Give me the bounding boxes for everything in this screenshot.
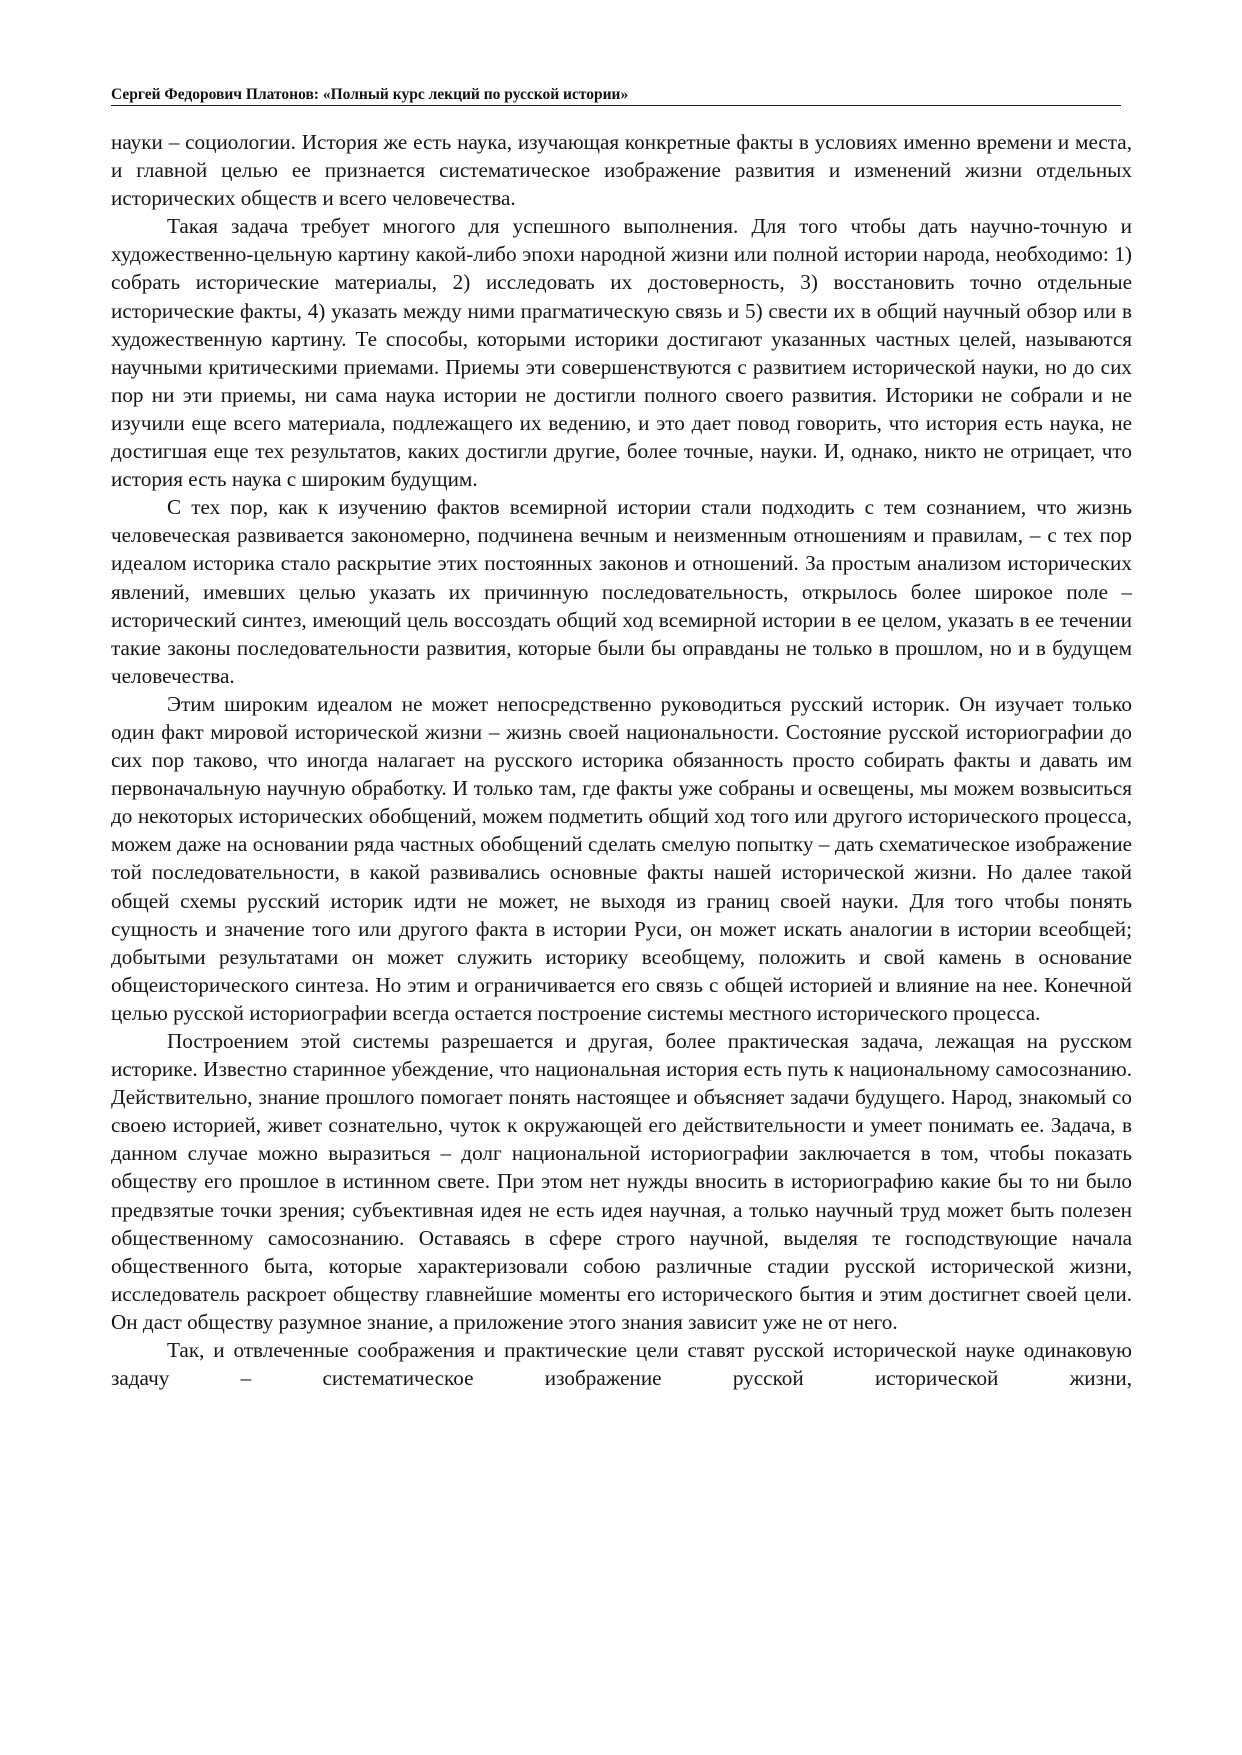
paragraph-continued: науки – социологии. История же есть наука, изучающая конкретные факты в условиях именно времени и места, и главной целью ее признается систематическое изображение развития и изменений жизни отдельных исторических обществ и всего человечества. xyxy=(111,130,1132,211)
header-rule xyxy=(111,105,1121,106)
paragraph: С тех пор, как к изучению фактов всемирной истории стали подходить с тем сознанием, что жизнь человеческая развивается закономерно, подчинена вечным и неизменным отношениям и правилам, – с тех пор идеалом историка стало раскрытие этих постоянных законов и отношений. За простым анализом исторических явлений, имевших целью указать их причинную последовательность, открылось более широкое поле – исторический синтез, имеющий цель воссоздать общий ход всемирной истории в ее целом, указать в ее течении такие законы последовательности развития, которые были бы оправданы не только в прошлом, но и в будущем человечества. xyxy=(111,495,1132,688)
body-text xyxy=(111,128,1132,1392)
paragraph: Построением этой системы разрешается и другая, более практическая задача, лежащая на русском историке. Известно старинное убеждение, что национальная история есть путь к национальному самосознанию. Действительно, знание прошлого помогает понять настоящее и объясняет задачи будущего. Народ, знакомый со своею историей, живет сознательно, чуток к окружающей его действительности и умеет понимать ее. Задача, в данном случае можно выразиться – долг национальной историографии заключается в том, чтобы показать обществу его прошлое в истинном свете. При этом нет нужды вносить в историографию какие бы то ни было предвзятые точки зрения; субъективная идея не есть идея научная, а только научный труд может быть полезен общественному самосознанию. Оставаясь в сфере строго научной, выделяя те господствующие начала общественного быта, которые характеризовали собою различные стадии русской исторической жизни, исследователь раскроет обществу главнейшие моменты его исторического бытия и этим достигнет своей цели. Он даст обществу разумное знание, а приложение этого знания зависит уже не от него. xyxy=(111,1029,1132,1334)
paragraph: Такая задача требует многого для успешного выполнения. Для того чтобы дать научно-точную и художественно-цельную картину какой-либо эпохи народной жизни или полной истории народа, необходимо: 1) собрать исторические материалы, 2) исследовать их достоверность, 3) восстановить точно отдельные исторические факты, 4) указать между ними прагматическую связь и 5) свести их в общий научный обзор или в художественную картину. Те способы, которыми историки достигают указанных частных целей, называются научными критическими приемами. Приемы эти совершенствуются с развитием исторической науки, но до сих пор ни эти приемы, ни сама наука истории не достигли полного своего развития. Историки не собрали и не изучили еще всего материала, подлежащего их ведению, и это дает повод говорить, что история есть наука, не достигшая еще тех результатов, каких достигли другие, более точные, науки. И, однако, никто не отрицает, что история есть наука с широким будущим. xyxy=(111,214,1132,492)
paragraph: Этим широким идеалом не может непосредственно руководиться русский историк. Он изучает только один факт мировой исторической жизни – жизнь своей национальности. Состояние русской историографии до сих пор таково, что иногда налагает на русского историка обязанность просто собирать факты и давать им первоначальную научную обработку. И только там, где факты уже собраны и освещены, мы можем возвыситься до некоторых исторических обобщений, можем подметить общий ход того или другого исторического процесса, можем даже на основании ряда частных обобщений сделать смелую попытку – дать схематическое изображение той последовательности, в какой развивались основные факты нашей исторической жизни. Но далее такой общей схемы русский историк идти не может, не выходя из границ своей науки. Для того чтобы понять сущность и значение того или другого факта в истории Руси, он может искать аналогии в истории всеобщей; добытыми результатами он может служить историку всеобщему, положить и свой камень в основание общеисторического синтеза. Но этим и ограничивается его связь с общей историей и влияние на нее. Конечной целью русской историографии всегда остается построение системы местного исторического процесса. xyxy=(111,691,1132,1025)
paragraph-continues: Так, и отвлеченные соображения и практические цели ставят русской исторической науке одинаковую задачу – систематическое изображение русской исторической жизни, xyxy=(111,1338,1132,1391)
running-header: Сергей Федорович Платонов: «Полный курс лекций по русской истории» xyxy=(111,86,629,103)
